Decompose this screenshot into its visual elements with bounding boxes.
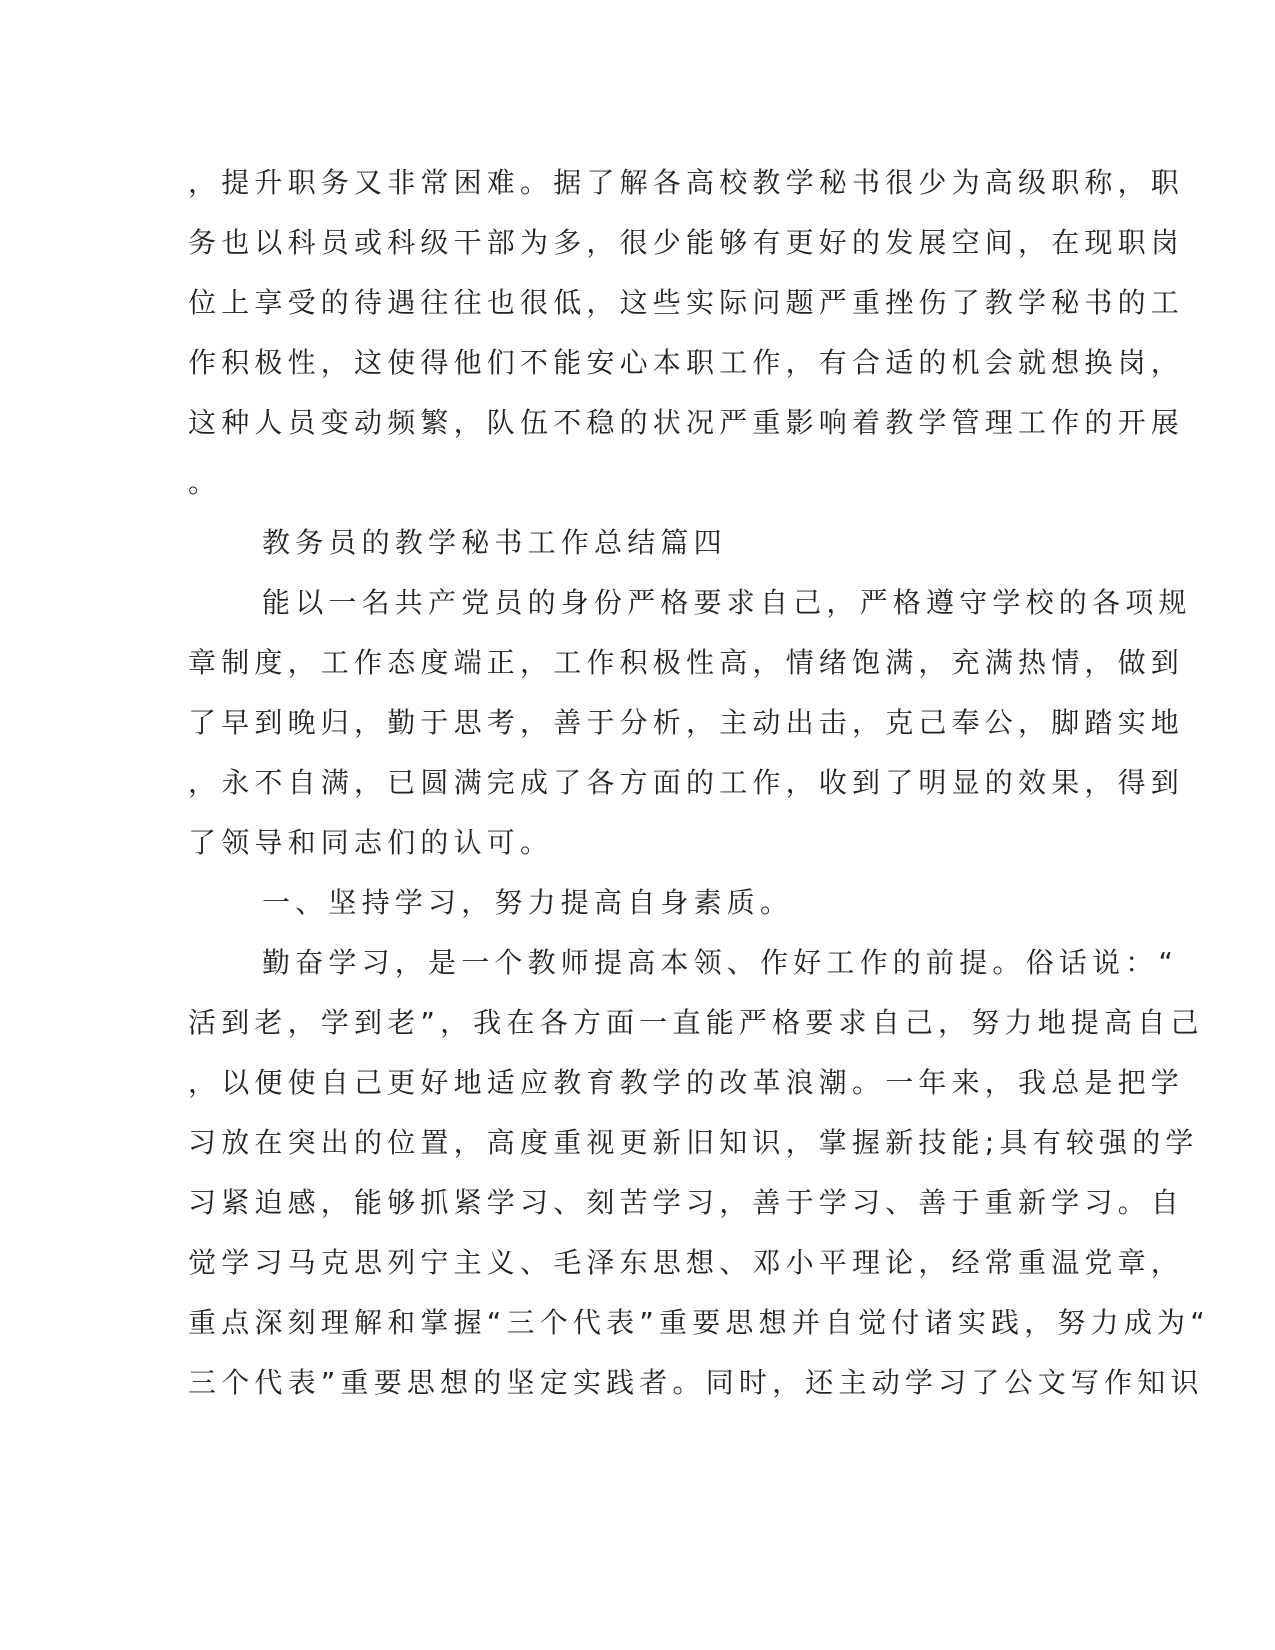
text-line: ，提升职务又非常困难。据了解各高校教学秘书很少为高级职称，职 — [188, 166, 1185, 199]
text-line: 了早到晚归，勤于思考，善于分析，主动出击，克己奉公，脚踏实地 — [188, 706, 1185, 739]
text-line: 习放在突出的位置，高度重视更新旧知识，掌握新技能;具有较强的学 — [188, 1126, 1199, 1159]
text-line: 重点深刻理解和掌握“三个代表”重要思想并自觉付诸实践，努力成为“ — [188, 1306, 1210, 1339]
text-line: 觉学习马克思列宁主义、毛泽东思想、邓小平理论，经常重温党章， — [188, 1246, 1185, 1279]
text-line: ，以便使自己更好地适应教育教学的改革浪潮。一年来，我总是把学 — [188, 1066, 1185, 1099]
text-line: ，永不自满，已圆满完成了各方面的工作，收到了明显的效果，得到 — [188, 766, 1185, 799]
text-line: 习紧迫感，能够抓紧学习、刻苦学习，善于学习、善于重新学习。自 — [188, 1186, 1185, 1219]
text-line: 活到老，学到老”，我在各方面一直能严格要求自己，努力地提高自己 — [188, 1006, 1204, 1039]
text-line: 勤奋学习，是一个教师提高本领、作好工作的前提。俗话说：“ — [262, 946, 1179, 979]
text-line: 了领导和同志们的认可。 — [188, 826, 554, 859]
text-line: 三个代表”重要思想的坚定实践者。同时，还主动学习了公文写作知识 — [188, 1366, 1204, 1399]
text-line: 务也以科员或科级干部为多，很少能够有更好的发展空间，在现职岗 — [188, 226, 1185, 259]
text-line: 这种人员变动频繁，队伍不稳的状况严重影响着教学管理工作的开展 — [188, 406, 1185, 439]
text-line: 作积极性，这使得他们不能安心本职工作，有合适的机会就想换岗， — [188, 346, 1185, 379]
text-line: 。 — [188, 466, 222, 499]
text-line: 章制度，工作态度端正，工作积极性高，情绪饱满，充满热情，做到 — [188, 646, 1185, 679]
text-line: 位上享受的待遇往往也很低，这些实际问题严重挫伤了教学秘书的工 — [188, 286, 1185, 319]
section-heading: 教务员的教学秘书工作总结篇四 — [262, 526, 727, 559]
text-line: 能以一名共产党员的身份严格要求自己，严格遵守学校的各项规 — [262, 586, 1192, 619]
subsection-heading: 一、坚持学习，努力提高自身素质。 — [262, 886, 794, 919]
